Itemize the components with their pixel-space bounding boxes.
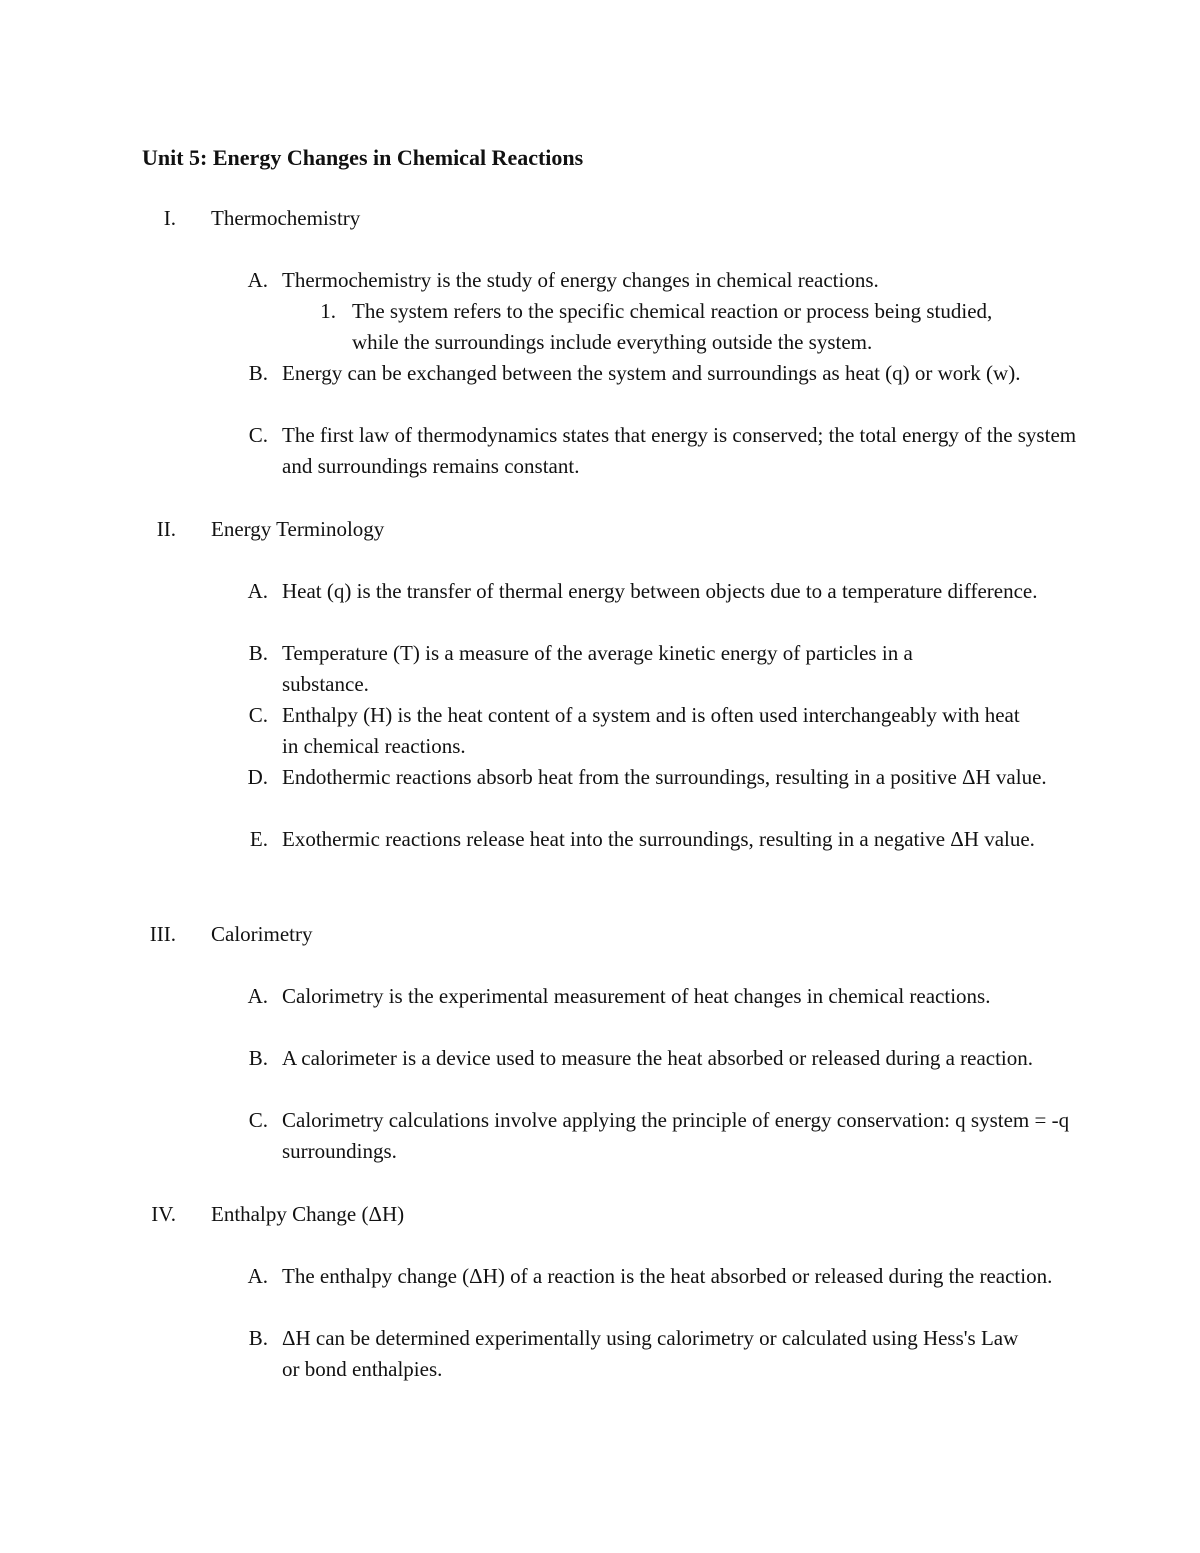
- item-text: Energy can be exchanged between the system and surroundings as heat (q) or work (w).: [282, 361, 1021, 385]
- item-text: Enthalpy (H) is the heat content of a system and is often used interchangeably with heat in chemical reactions.: [282, 703, 1020, 758]
- item-letter: D.: [247, 765, 268, 789]
- section-title: Energy Terminology: [211, 517, 385, 541]
- section-numeral: IV.: [151, 1202, 176, 1226]
- item-text: The first law of thermodynamics states that energy is conserved; the total energy of the system and surroundings remains constant.: [282, 423, 1077, 478]
- item-text: The enthalpy change (ΔH) of a reaction is the heat absorbed or released during the reaction.: [282, 1264, 1053, 1288]
- item-letter: B.: [248, 641, 268, 665]
- item-text: Endothermic reactions absorb heat from the surroundings, resulting in a positive ΔH value.: [282, 765, 1047, 789]
- item-letter: C.: [248, 1108, 268, 1132]
- item-letter: E.: [249, 827, 268, 851]
- item-letter: A.: [247, 579, 268, 603]
- item-text: A calorimeter is a device used to measure the heat absorbed or released during a reaction.: [282, 1046, 1034, 1070]
- item-text: Thermochemistry is the study of energy changes in chemical reactions.: [282, 268, 879, 292]
- item-text: Calorimetry is the experimental measurement of heat changes in chemical reactions.: [282, 984, 991, 1008]
- item-letter: B.: [248, 1046, 268, 1070]
- section-title: Thermochemistry: [211, 206, 361, 230]
- item-letter: C.: [248, 423, 268, 447]
- item-text: Exothermic reactions release heat into the surroundings, resulting in a negative ΔH value.: [282, 827, 1035, 851]
- item-letter: A.: [247, 268, 268, 292]
- section-numeral: I.: [163, 206, 176, 230]
- item-text: Heat (q) is the transfer of thermal energy between objects due to a temperature difference.: [282, 579, 1038, 603]
- item-letter: B.: [248, 361, 268, 385]
- item-text: Temperature (T) is a measure of the average kinetic energy of particles in a substance.: [282, 641, 913, 696]
- section-title: Enthalpy Change (ΔH): [211, 1202, 405, 1226]
- item-text: Calorimetry calculations involve applying the principle of energy conservation: q system = -q surroundings.: [282, 1108, 1070, 1163]
- item-letter: B.: [248, 1326, 268, 1350]
- page-title: Unit 5: Energy Changes in Chemical Reactions: [142, 145, 584, 170]
- section-numeral: III.: [149, 922, 176, 946]
- item-text: ΔH can be determined experimentally using calorimetry or calculated using Hess's Law or bond enthalpies.: [282, 1326, 1019, 1381]
- sub-item-text: The system refers to the specific chemical reaction or process being studied, while the surroundings include everything outside the system.: [352, 299, 993, 354]
- item-letter: C.: [248, 703, 268, 727]
- section-numeral: II.: [156, 517, 176, 541]
- item-letter: A.: [247, 984, 268, 1008]
- sub-item-number: 1.: [320, 299, 336, 323]
- item-letter: A.: [247, 1264, 268, 1288]
- section-title: Calorimetry: [211, 922, 313, 946]
